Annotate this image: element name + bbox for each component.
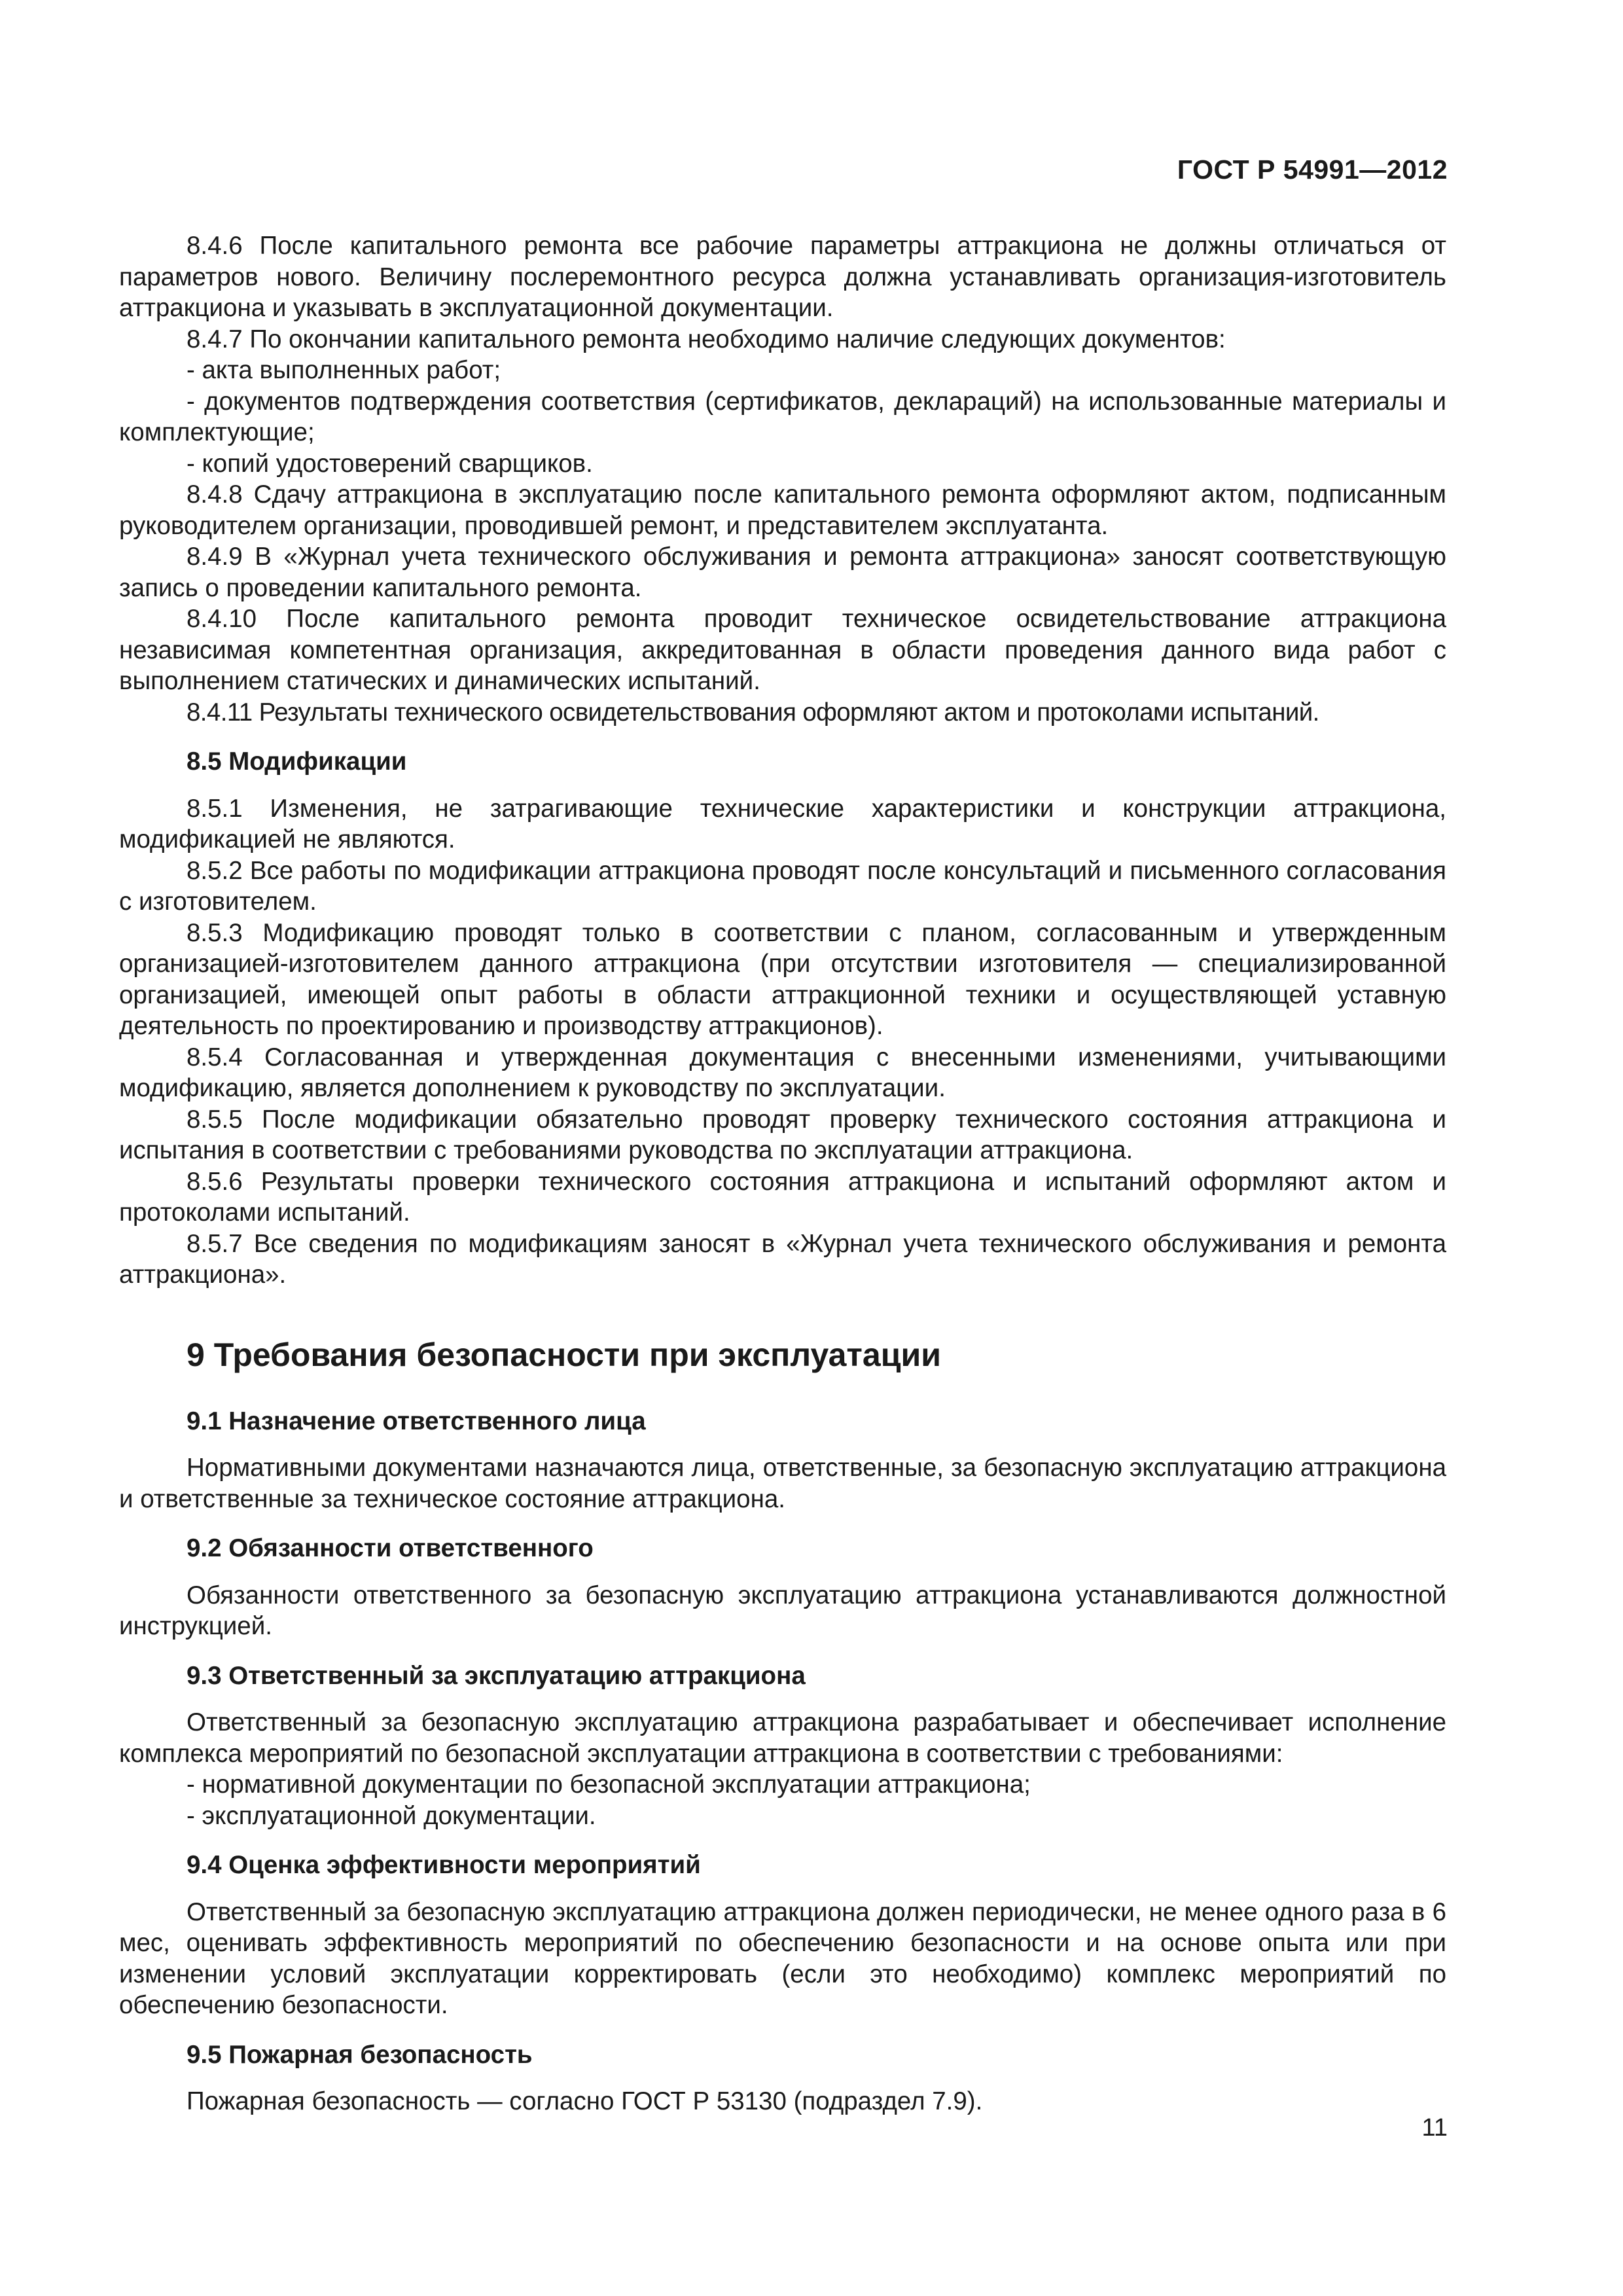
section-heading-9-4: 9.4 Оценка эффективности мероприятий: [187, 1851, 701, 1879]
paragraph-8-5-6: 8.5.6 Результаты проверки технического состояния аттракциона и испытаний оформляют актом и протоколами испытаний.: [119, 1167, 1446, 1227]
section-heading-9: 9 Требования безопасности при эксплуатации: [187, 1336, 941, 1373]
paragraph-9-2: Обязанности ответственного за безопасную эксплуатацию аттракциона устанавливаются должностной инструкцией.: [119, 1581, 1446, 1640]
paragraph-8-5-7: 8.5.7 Все сведения по модификациям заносят в «Журнал учета технического обслуживания и ремонта аттракциона».: [119, 1229, 1446, 1289]
paragraph-8-4-6: 8.4.6 После капитального ремонта все рабочие параметры аттракциона не должны отличаться от параметров нового. Величину послеремонтного ресурса должна устанавливать организация-изготовитель аттракциона и указывать в эксплуатационной документации.: [119, 232, 1446, 322]
paragraph-8-4-8: 8.4.8 Сдачу аттракциона в эксплуатацию после капитального ремонта оформляют актом, подписанным руководителем организации, проводившей ремонт, и представителем эксплуатанта.: [119, 480, 1446, 540]
paragraph-8-4-9: 8.4.9 В «Журнал учета технического обслуживания и ремонта аттракциона» заносят соответствующую запись о проведении капитального ремонта.: [119, 543, 1446, 602]
paragraph-8-5-5: 8.5.5 После модификации обязательно проводят проверку технического состояния аттракциона и испытания в соответствии с требованиями руководства по эксплуатации аттракциона.: [119, 1105, 1446, 1164]
paragraph-8-5-2: 8.5.2 Все работы по модификации аттракциона проводят после консультаций и письменного согласования с изготовителем.: [119, 856, 1446, 916]
paragraph-8-5-3: 8.5.3 Модификацию проводят только в соответствии с планом, согласованным и утвержденным организацией-изготовителем данного аттракциона (при отсутствии изготовителя — специализированной организацией, имеющей опыт работы в области аттракционной техники и осуществляющей уставную деятельность по проектированию и производству аттракционов).: [119, 918, 1446, 1040]
list-item: - копий удостоверений сварщиков.: [187, 449, 593, 478]
document-body: [119, 230, 1446, 2117]
section-heading-8-5: 8.5 Модификации: [187, 747, 407, 776]
paragraph-8-4-11: 8.4.11 Результаты технического освидетельствования оформляют актом и протоколами испытаний.: [187, 698, 1319, 726]
section-heading-9-2: 9.2 Обязанности ответственного: [187, 1534, 594, 1562]
section-heading-9-5: 9.5 Пожарная безопасность: [187, 2040, 533, 2069]
paragraph-8-5-1: 8.5.1 Изменения, не затрагивающие технические характеристики и конструкции аттракциона, модификацией не являются.: [119, 794, 1446, 853]
paragraph-9-5: Пожарная безопасность — согласно ГОСТ Р 53130 (подраздел 7.9).: [187, 2087, 983, 2115]
page-number: 11: [1421, 2114, 1448, 2142]
paragraph-8-4-10: 8.4.10 После капитального ремонта проводит техническое освидетельствование аттракциона независимая компетентная организация, аккредитованная в области проведения данного вида работ с выполнением статических и динамических испытаний.: [119, 605, 1446, 695]
list-item: - эксплуатационной документации.: [187, 1801, 596, 1830]
paragraph-9-1: Нормативными документами назначаются лица, ответственные, за безопасную эксплуатацию аттракциона и ответственные за техническое состояние аттракциона.: [119, 1454, 1446, 1513]
list-item: - нормативной документации по безопасной эксплуатации аттракциона;: [187, 1770, 1031, 1799]
paragraph-8-5-4: 8.5.4 Согласованная и утвержденная документация с внесенными изменениями, учитывающими модификацию, является дополнением к руководству по эксплуатации.: [119, 1043, 1446, 1102]
list-item: - документов подтверждения соответствия (сертификатов, деклараций) на использованные материалы и комплектующие;: [119, 387, 1446, 446]
paragraph-9-3: Ответственный за безопасную эксплуатацию аттракциона разрабатывает и обеспечивает исполнение комплекса мероприятий по безопасной эксплуатации аттракциона в соответствии с требованиями:: [119, 1708, 1446, 1768]
section-heading-9-1: 9.1 Назначение ответственного лица: [187, 1407, 646, 1435]
document-header: ГОСТ Р 54991—2012: [1177, 154, 1448, 185]
list-item: - акта выполненных работ;: [187, 356, 501, 384]
paragraph-8-4-7: 8.4.7 По окончании капитального ремонта необходимо наличие следующих документов:: [187, 325, 1226, 353]
section-heading-9-3: 9.3 Ответственный за эксплуатацию аттракциона: [187, 1661, 806, 1690]
paragraph-9-4: Ответственный за безопасную эксплуатацию аттракциона должен периодически, не менее одного раза в 6 мес, оценивать эффективность мероприятий по обеспечению безопасности и на основе опыта или при изменении условий эксплуатации корректировать (если это необходимо) комплекс мероприятий по обеспечению безопасности.: [119, 1897, 1446, 2019]
